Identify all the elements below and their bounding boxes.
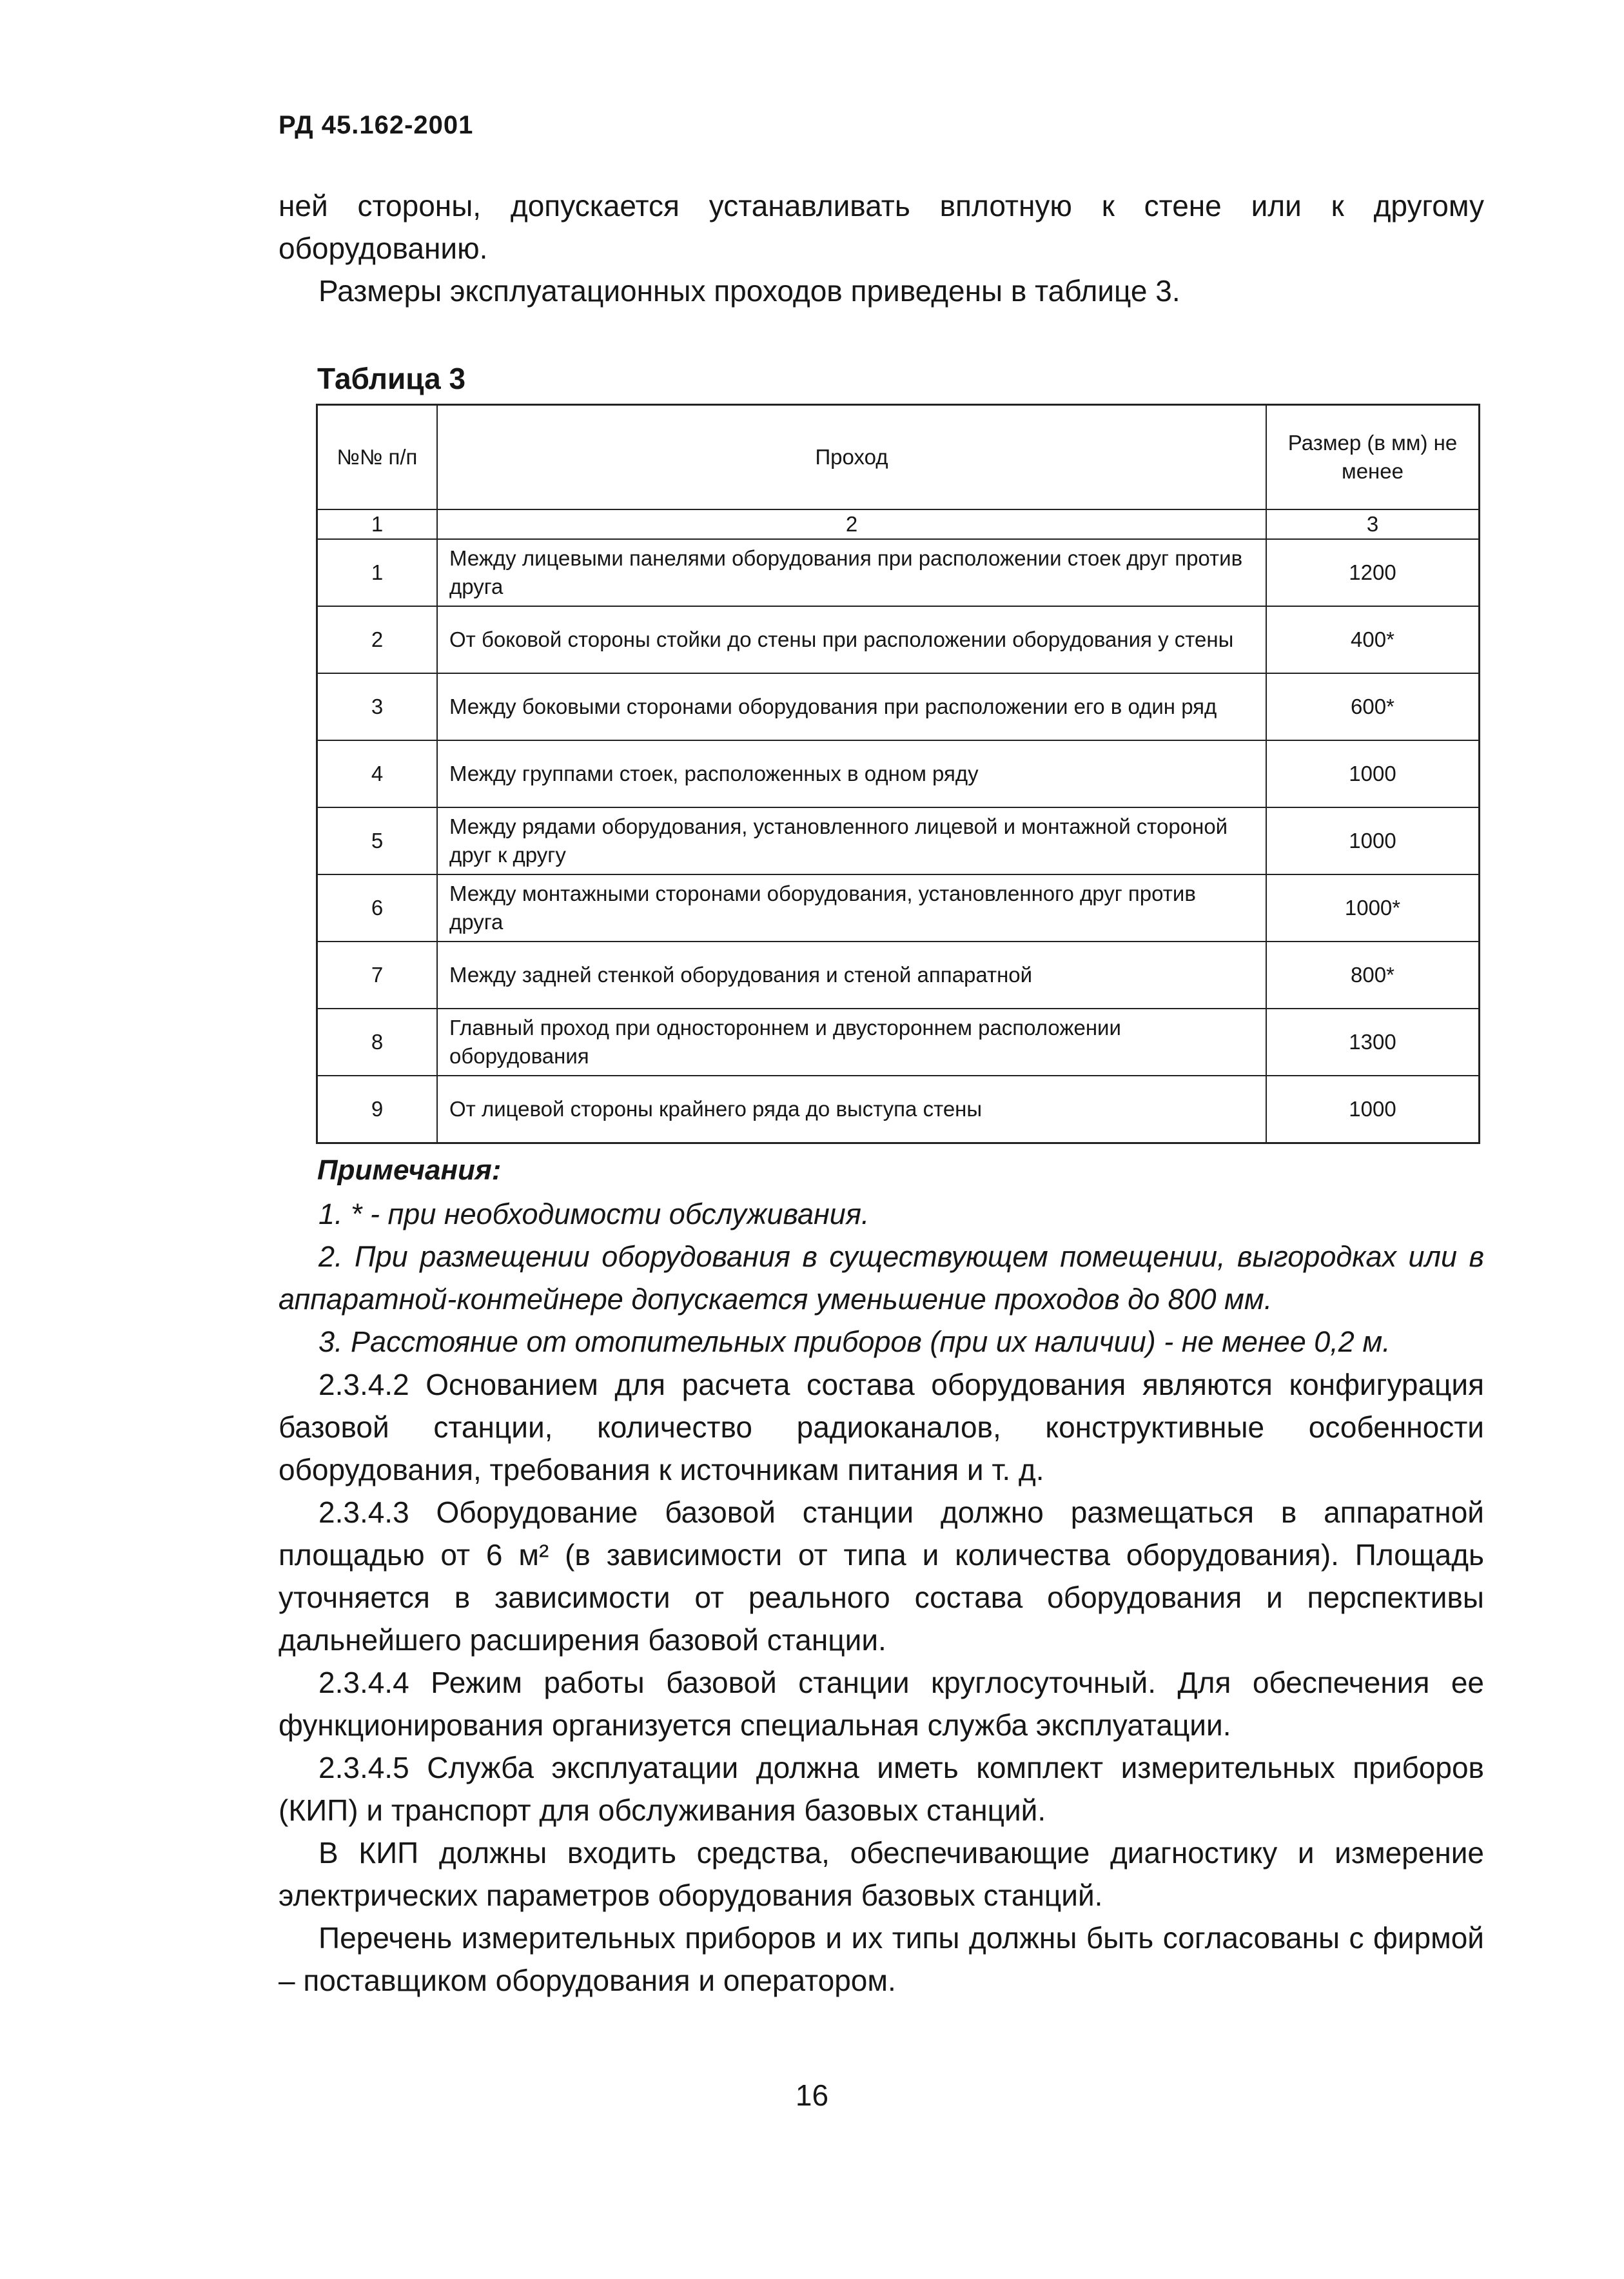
row-passage: Между лицевыми панелями оборудования при расположении стоек друг против друга	[437, 539, 1266, 606]
column-number-row	[317, 509, 1480, 539]
row-size: 400*	[1266, 606, 1480, 673]
row-number: 2	[317, 606, 438, 673]
row-size: 1300	[1266, 1009, 1480, 1076]
header-passage: Проход	[437, 405, 1266, 510]
header-number: №№ п/п	[317, 405, 438, 510]
row-size: 1200	[1266, 539, 1480, 606]
column-number: 3	[1266, 509, 1480, 539]
row-passage: Между боковыми сторонами оборудования при расположении его в один ряд	[437, 673, 1266, 740]
row-number: 7	[317, 942, 438, 1009]
row-passage: От боковой стороны стойки до стены при расположении оборудования у стены	[437, 606, 1266, 673]
table-row	[317, 942, 1480, 1009]
row-number: 5	[317, 807, 438, 874]
header-size: Размер (в мм) не менее	[1266, 405, 1480, 510]
row-number: 8	[317, 1009, 438, 1076]
row-number: 3	[317, 673, 438, 740]
row-size: 1000	[1266, 1076, 1480, 1143]
row-size: 1000	[1266, 807, 1480, 874]
row-number: 1	[317, 539, 438, 606]
column-number: 2	[437, 509, 1266, 539]
document-code: РД 45.162-2001	[279, 111, 474, 139]
table-row	[317, 539, 1480, 606]
row-passage: Между рядами оборудования, установленного лицевой и монтажной стороной друг к другу	[437, 807, 1266, 874]
table-row	[317, 606, 1480, 673]
note-item: 2. При размещении оборудования в существующем помещении, выгородках или в аппаратной-контейнере допускается уменьшение проходов до 800 мм.	[279, 1240, 1484, 1316]
section-2-3-4-2: 2.3.4.2 Основанием для расчета состава оборудования являются конфигурация базовой станции, количество радиоканалов, конструктивные особенности оборудования, требования к источникам питания и т. д.	[279, 1368, 1484, 1486]
row-passage: Между монтажными сторонами оборудования, установленного друг против друга	[437, 874, 1266, 942]
note-item: 1. * - при необходимости обслуживания.	[318, 1198, 870, 1230]
passage-size-table	[316, 404, 1480, 1144]
table-row	[317, 740, 1480, 807]
row-number: 6	[317, 874, 438, 942]
section-2-3-4-5: 2.3.4.5 Служба эксплуатации должна иметь комплект измерительных приборов (КИП) и транспорт для обслуживания базовых станций.	[279, 1751, 1484, 1827]
row-passage: Между группами стоек, расположенных в одном ряду	[437, 740, 1266, 807]
row-size: 600*	[1266, 673, 1480, 740]
notes-title: Примечания:	[317, 1154, 502, 1186]
row-passage: Между задней стенкой оборудования и стеной аппаратной	[437, 942, 1266, 1009]
row-number: 9	[317, 1076, 438, 1143]
row-size: 1000*	[1266, 874, 1480, 942]
section-2-3-4-3: 2.3.4.3 Оборудование базовой станции должно размещаться в аппаратной площадью от 6 м² (в зависимости от типа и количества оборудования). Площадь уточняется в зависимости от реального состава оборудования и перспективы дальнейшего расширения базовой станции.	[279, 1495, 1484, 1657]
table-row	[317, 874, 1480, 942]
table-row	[317, 673, 1480, 740]
table-row	[317, 1076, 1480, 1143]
row-passage: От лицевой стороны крайнего ряда до выступа стены	[437, 1076, 1266, 1143]
row-passage: Главный проход при одностороннем и двустороннем расположении оборудования	[437, 1009, 1266, 1076]
intro-continuation: ней стороны, допускается устанавливать вплотную к стене или к другому оборудованию.	[279, 189, 1484, 265]
table-row	[317, 1009, 1480, 1076]
kip-paragraph: В КИП должны входить средства, обеспечивающие диагностику и измерение электрических параметров оборудования базовых станций.	[279, 1836, 1484, 1912]
row-size: 1000	[1266, 740, 1480, 807]
column-number: 1	[317, 509, 438, 539]
table-header-row	[317, 405, 1480, 510]
instrument-list-paragraph: Перечень измерительных приборов и их типы должны быть согласованы с фирмой – поставщиком оборудования и оператором.	[279, 1921, 1484, 1997]
note-item: 3. Расстояние от отопительных приборов (при их наличии) - не менее 0,2 м.	[318, 1325, 1391, 1358]
page-number: 16	[795, 2078, 829, 2112]
row-size: 800*	[1266, 942, 1480, 1009]
row-number: 4	[317, 740, 438, 807]
table-title: Таблица 3	[317, 362, 466, 395]
section-2-3-4-4: 2.3.4.4 Режим работы базовой станции круглосуточный. Для обеспечения ее функционирования организуется специальная служба эксплуатации.	[279, 1666, 1484, 1742]
table-row	[317, 807, 1480, 874]
table-reference-paragraph: Размеры эксплуатационных проходов приведены в таблице 3.	[318, 274, 1180, 308]
